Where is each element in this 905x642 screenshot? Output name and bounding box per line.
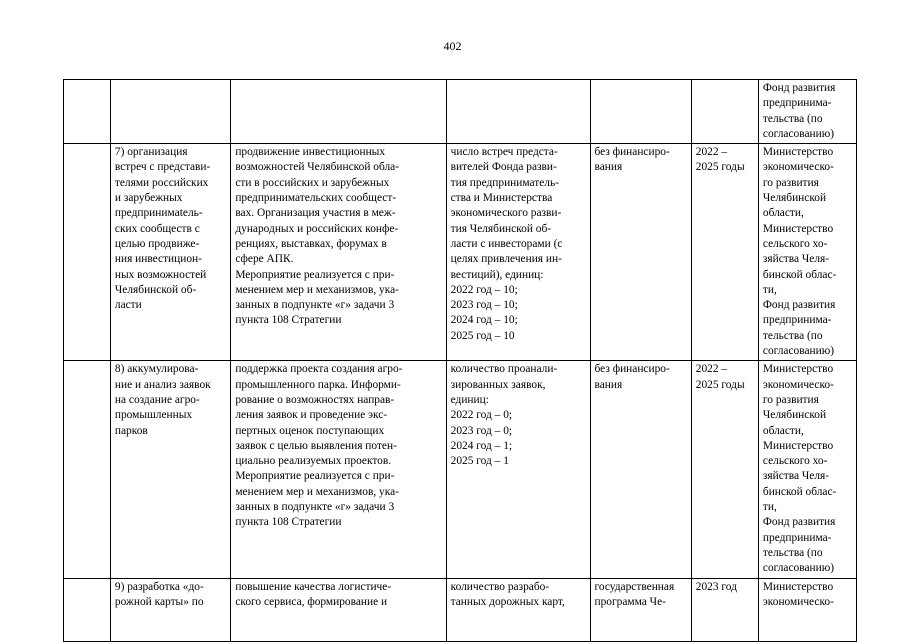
cell-executor: Министерство экономическо- го развития Челябинской области, Министерство сельского хо- зяйства Челя- бинской облас- ти, Фонд развития предпринима- тельства (по согласованию) <box>758 361 856 578</box>
cell-measure: 7) организация встреч с представи- телями российских и зарубежных предпринимatель- ских сообществ с целью продвиже- ния инвестицион- ных возможностей Челябинской об- ласти <box>110 144 230 361</box>
cell-indicator: количество разрабо- танных дорожных карт, <box>446 578 590 641</box>
cell-indicator: количество проанали- зированных заявок, единиц: 2022 год – 0; 2023 год – 0; 2024 год – 1; 2025 год – 1 <box>446 361 590 578</box>
cell-number <box>64 361 111 578</box>
cell-number <box>64 578 111 641</box>
cell-funding: без финансиро- вания <box>590 361 691 578</box>
cell-indicator: число встреч предста- вителей Фонда разви- тия предприниматель- ства и Министерства экономического разви- тия Челябинской об- ласти с инвесторами (с целях привлечения ин- вестиций), единиц: 2022 год – 10; 2023 год – 10; 2024 год – 10; 2025 год – 10 <box>446 144 590 361</box>
cell-number <box>64 144 111 361</box>
cell-funding <box>590 80 691 144</box>
table-row <box>64 80 857 144</box>
cell-number <box>64 80 111 144</box>
table-row <box>64 361 857 578</box>
cell-measure: 8) аккумулирова- ние и анализ заявок на создание агро- промышленных парков <box>110 361 230 578</box>
cell-period <box>691 80 758 144</box>
table-row <box>64 144 857 361</box>
cell-funding: без финансиро- вания <box>590 144 691 361</box>
cell-description: повышение качества логистиче- ского сервиса, формирование и <box>231 578 446 641</box>
cell-description: продвижение инвестиционных возможностей Челябинской обла- сти в российских и зарубежных предпринимательских сообщест- вах. Организация участия в меж- дународных и российских конфе- ренциях, выставках, форумах в сфере АПК. Мероприятие реализуется с при- менением мер и механизмов, ука- занных в подпункте «г» задачи 3 пункта 108 Стратегии <box>231 144 446 361</box>
cell-funding: государственная программа Че- <box>590 578 691 641</box>
cell-indicator <box>446 80 590 144</box>
cell-executor: Министерство экономическо- <box>758 578 856 641</box>
cell-measure: 9) разработка «до- рожной карты» по <box>110 578 230 641</box>
cell-measure <box>110 80 230 144</box>
cell-executor: Фонд развития предпринима- тельства (по согласованию) <box>758 80 856 144</box>
cell-executor: Министерство экономическо- го развития Челябинской области, Министерство сельского хо- зяйства Челя- бинской облас- ти, Фонд развития предпринима- тельства (по согласованию) <box>758 144 856 361</box>
cell-period: 2022 – 2025 годы <box>691 361 758 578</box>
cell-description: поддержка проекта создания агро- промышленного парка. Информи- рование о возможностях направ- ления заявок и проведение экс- пертных оценок поступающих заявок с целью выявления потен- циально реализуемых проектов. Мероприятие реализуется с при- менением мер и механизмов, ука- занных в подпункте «г» задачи 3 пункта 108 Стратегии <box>231 361 446 578</box>
cell-period: 2023 год <box>691 578 758 641</box>
page-number: 402 <box>443 39 462 53</box>
cell-period: 2022 – 2025 годы <box>691 144 758 361</box>
measures-table <box>63 79 857 642</box>
table-row <box>64 578 857 641</box>
cell-description <box>231 80 446 144</box>
